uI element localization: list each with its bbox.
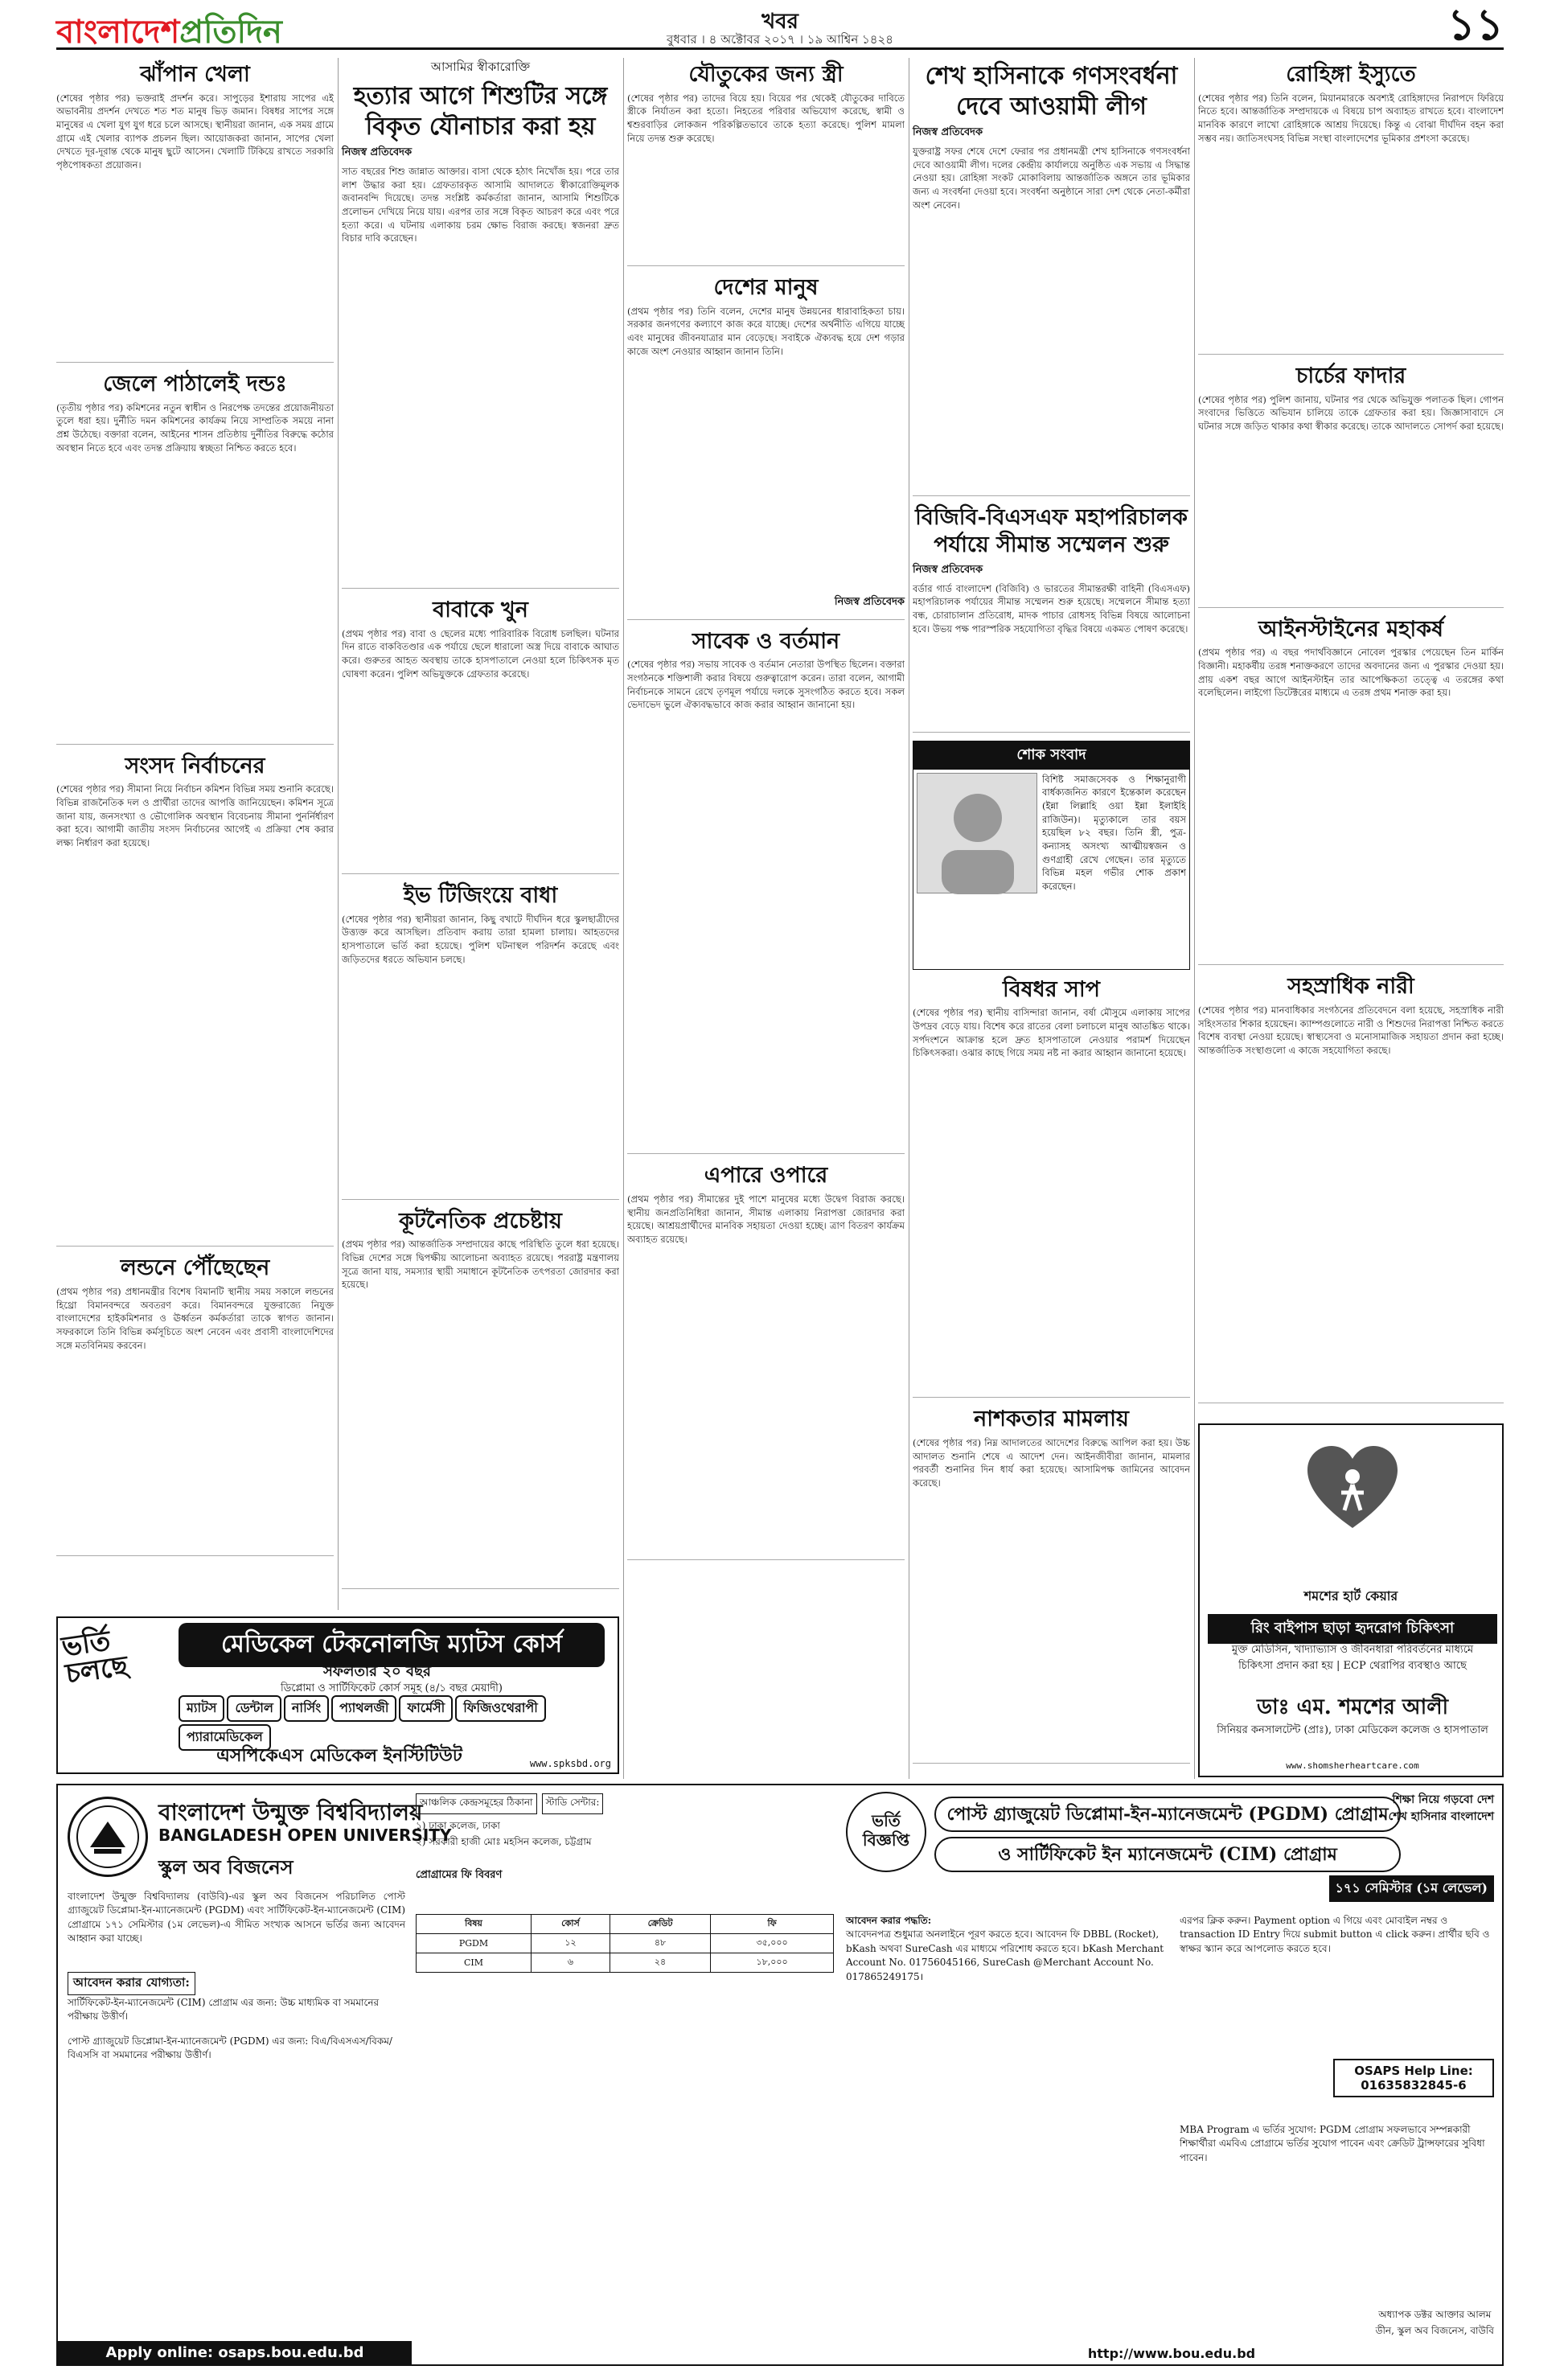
regional-offices (416, 1793, 834, 1884)
headline[interactable]: চার্চের ফাদার (1295, 363, 1406, 388)
headline[interactable]: যৌতুকের জন্য স্ত্রী (688, 62, 844, 87)
table-cell: ২৪ (610, 1953, 710, 1973)
obituary (913, 741, 1190, 970)
course-item: ডেন্টাল (227, 1695, 281, 1722)
headline[interactable]: কূটনৈতিক প্রচেষ্টায় (399, 1208, 562, 1234)
article-body: (শেষের পৃষ্ঠার পর) সভায় সাবেক ও বর্তমান নেতারা উপস্থিত ছিলেন। বক্তারা সংগঠনকে শক্তিশালী করার বিষয়ে গুরুত্বারোপ করেন। তারা বলেন, আগামী নির্বাচনকে সামনে রেখে তৃণমূল পর্যায়ে দলকে সুসংগঠিত করতে হবে। সকল ভেদাভেদ ভুলে ঐক্যবদ্ধভাবে কাজ করার আহ্বান জানানো হয়। (627, 659, 905, 711)
headline[interactable]: জেলে পাঠালেই দন্ডঃ (103, 371, 287, 396)
clinic-website[interactable]: www.shomsherheartcare.com (1286, 1760, 1419, 1771)
obituary-title: শোক সংবাদ (913, 741, 1189, 770)
clinic-line-2: চিকিৎসা প্রদান করা হয় | ECP থেরাপির ব্যবস্থাও আছে (1238, 1660, 1467, 1672)
mba-note: MBA Program এ ভর্তির সুযোগ: PGDM প্রোগ্রাম সফলভাবে সম্পন্নকারী শিক্ষার্থীরা এমবিএ প্রোগ্রামে ভর্তির সুযোগ পাবেন এবং ক্রেডিট ট্রান্সফারের সুবিধা পাবেন। (1180, 2124, 1485, 2163)
article-epare-opare[interactable] (627, 1162, 905, 1560)
doctor-designation: সিনিয়র কনসালটেন্ট (প্রাঃ), ঢাকা মেডিকেল কলেজ ও হাসপাতাল (1217, 1724, 1488, 1736)
article-rohingya[interactable] (1198, 61, 1504, 355)
article-jele-pathalei[interactable] (56, 371, 334, 745)
article-body: (শেষের পৃষ্ঠার পর) নিম্ন আদালতের আদেশের বিরুদ্ধে আপিল করা হয়। উচ্চ আদালত শুনানি শেষে এ আদেশ দেন। আইনজীবীরা জানান, মামলার পরবর্তী শুনানির দিন ধার্য করা হয়েছে। আসামিপক্ষ জামিনের আবেদন করেছে। (913, 1437, 1190, 1489)
admission-badge: ভর্তি বিজ্ঞপ্তি (846, 1792, 926, 1872)
byline: নিজস্ব প্রতিবেদক (834, 595, 905, 608)
headline[interactable]: লন্ডনে পৌঁছেছেন (120, 1255, 270, 1281)
table-header: কোর্স (532, 1915, 610, 1934)
helpline-label: OSAPS Help Line: (1354, 2064, 1473, 2078)
byline: নিজস্ব প্রতিবেদক (342, 146, 413, 158)
headline[interactable]: সংসদ নির্বাচনের (125, 753, 265, 778)
article-body: (শেষের পৃষ্ঠার পর) পুলিশ জানায়, ঘটনার পর থেকে অভিযুক্ত পলাতক ছিল। গোপন সংবাদের ভিত্তিতে অভিযান চালিয়ে তাকে গ্রেফতার করা হয়। জিজ্ঞাসাবাদে সে ঘটনার সঙ্গে জড়িত থাকার কথা স্বীকার করেছে। তাকে আদালতে সোপর্দ করা হয়েছে। (1198, 393, 1504, 432)
headline[interactable]: হত্যার আগে শিশুটির সঙ্গে বিকৃত যৌনাচার করা হয় (353, 82, 608, 141)
study-center-title: স্টাডি সেন্টার: (542, 1793, 604, 1814)
apply-online-link[interactable]: Apply online: osaps.bou.edu.bd (58, 2341, 412, 2364)
article-body: (শেষের পৃষ্ঠার পর) মানবাধিকার সংগঠনের প্রতিবেদনে বলা হয়েছে, সহস্রাধিক নারী সহিংসতার শিকার হয়েছেন। ক্যাম্পগুলোতে নারী ও শিশুদের নিরাপত্তা নিশ্চিত করতে বিশেষ ব্যবস্থা নেওয়া হয়েছে। স্বাস্থ্যসেবা ও মনোসামাজিক সহায়তা প্রদান করা হচ্ছে। আন্তর্জাতিক সংস্থাগুলো এ কাজে সহযোগিতা করছে। (1198, 1004, 1504, 1057)
clinic-banner: রিং বাইপাস ছাড়া হৃদরোগ চিকিৎসা (1208, 1614, 1497, 1644)
column-4 (913, 58, 1190, 1772)
table-cell: ৩৫,০০০ (711, 1934, 834, 1953)
headline[interactable]: রোহিঙ্গা ইস্যুতে (1286, 62, 1416, 87)
table-header: ক্রেডিট (610, 1915, 710, 1934)
helpline-box[interactable] (1333, 2059, 1494, 2097)
obituary-text: বিশিষ্ট সমাজসেবক ও শিক্ষানুরাগী বার্ধক্যজনিত কারণে ইন্তেকাল করেছেন (ইন্না লিল্লাহি ওয়া ইন্না ইলাইহি রাজিউন)। মৃত্যুকালে তার বয়স হয়েছিল ৮২ বছর। তিনি স্ত্রী, পুত্র-কন্যাসহ অসংখ্য আত্মীয়স্বজন ও গুণগ্রাহী রেখে গেছেন। তার মৃত্যুতে বিভিন্ন মহল গভীর শোক প্রকাশ করেছেন। (1042, 773, 1186, 892)
clinic-name: শমশের হার্ট কেয়ার (1303, 1588, 1398, 1604)
payment-steps-text: এরপর ক্লিক করুন। Payment option এ গিয়ে এবং মোবাইল নম্বর ও transaction ID Entry দিয়ে submit button এ click করুন। প্রার্থীর ছবি ও স্বাক্ষর স্ক্যান করে আপলোড করতে হবে। (1180, 1915, 1490, 1954)
article-body: (শেষের পৃষ্ঠার পর) স্থানীয়রা জানান, কিছু বখাটে দীর্ঘদিন ধরে স্কুলছাত্রীদের উত্ত্যক্ত করে আসছিল। প্রতিবাদ করায় তারা হামলা চালায়। আহতদের হাসপাতালে ভর্তি করা হয়েছে। পুলিশ ঘটনাস্থল পরিদর্শন করেছে এবং জড়িতদের ধরতে অভিযান চলছে। (342, 913, 619, 965)
admission-logo: ভর্তি চলছে (60, 1624, 130, 1690)
article-body: (প্রথম পৃষ্ঠার পর) সীমান্তের দুই পাশে মানুষের মধ্যে উদ্বেগ বিরাজ করছে। স্থানীয় জনপ্রতিনিধিরা জানান, সীমান্ত এলাকায় নিরাপত্তা জোরদার করা হয়েছে। আশ্রয়প্রার্থীদের মানবিক সহায়তা দেওয়া হচ্ছে। ত্রাণ বিতরণ কার্যক্রম অব্যাহত রয়েছে। (627, 1193, 905, 1246)
article-body: (শেষের পৃষ্ঠার পর) সীমানা নিয়ে নির্বাচন কমিশন বিভিন্ন সময় শুনানি করেছে। বিভিন্ন রাজনৈতিক দল ও প্রার্থীরা তাদের আপত্তি জানিয়েছেন। কমিশন সূত্রে জানা যায়, জনসংখ্যা ও ভৌগোলিক অবস্থান বিবেচনায় সীমানা পুনর্নির্ধারণ করা হবে। আগামী জাতীয় সংসদ নির্বাচনের আগেই এ প্রক্রিয়া শেষ করার লক্ষ্য নির্ধারণ করা হয়েছে। (56, 783, 334, 848)
semester-badge: ১৭১ সেমিস্টার (১ম লেভেল) (1329, 1875, 1494, 1902)
article-babake-khun[interactable] (342, 597, 619, 874)
ad-website[interactable]: www.spksbd.org (529, 1758, 611, 1769)
headline[interactable]: দেশের মানুষ (713, 274, 819, 300)
bou-logo-icon (68, 1797, 148, 1877)
table-cell: ৬ (532, 1953, 610, 1973)
article-einstein[interactable] (1198, 616, 1504, 966)
article-body: (শেষের পৃষ্ঠার পর) তাদের বিয়ে হয়। বিয়ের পর থেকেই যৌতুকের দাবিতে স্ত্রীকে নির্যাতন করা হতো। নিহতের পরিবার অভিযোগ করেছে, স্বামী ও শ্বশুরবাড়ির লোকজন পরিকল্পিতভাবে তাকে হত্যা করেছে। পুলিশ মামলা নিয়ে তদন্ত শুরু করেছে। (627, 92, 905, 144)
ad-intro: বাংলাদেশ উন্মুক্ত বিশ্ববিদ্যালয় (বাউবি)-এর স্কুল অব বিজনেস পরিচালিত পোস্ট গ্র্যাজুয়েট ডিপ্লোমা-ইন-ম্যানেজমেন্ট (PGDM) এবং সার্টিফিকেট-ইন-ম্যানেজমেন্ট (CIM) প্রোগ্রামে ১৭১ সেমিস্টার (১ম লেভেল)-এ সীমিত সংখ্যক আসনে ভর্তির জন্য আবেদন আহ্বান করা যাচ্ছে। (68, 1891, 405, 1945)
article-sangsad-nirbachon[interactable] (56, 753, 334, 1247)
article-bgb-bsf[interactable] (913, 504, 1190, 733)
course-item: নার্সিং (284, 1695, 329, 1722)
article-body: সাত বছরের শিশু জান্নাত আক্তার। বাসা থেকে হঠাৎ নিখোঁজ হয়। পরে তার লাশ উদ্ধার করা হয়। গ্রেফতারকৃত আসামি আদালতে স্বীকারোক্তিমূলক জবানবন্দি দিয়েছে। তদন্ত সংশ্লিষ্ট কর্মকর্তারা জানান, আসামি শিশুটিকে প্রলোভন দেখিয়ে নিয়ে যায়। এরপর তার সঙ্গে বিকৃত আচরণ করে এবং পরে হত্যা করে। এ ঘটনায় এলাকায় চরম ক্ষোভ বিরাজ করছে। স্বজনরা দ্রুত বিচার দাবি করেছেন। (342, 166, 619, 244)
eligibility-cim: সার্টিফিকেট-ইন-ম্যানেজমেন্ট (CIM) প্রোগ্রাম এর জন্য: উচ্চ মাধ্যমিক বা সমমানের পরীক্ষায় উত্তীর্ণ। (68, 1997, 380, 2022)
byline: নিজস্ব প্রতিবেদক (913, 563, 983, 576)
course-item: ম্যাটস (179, 1695, 224, 1722)
program-pgdm: পোস্ট গ্র্যাজুয়েট ডিপ্লোমা-ইন-ম্যানেজমেন্ট (PGDM) প্রোগ্রাম (934, 1797, 1401, 1832)
column-2 (342, 58, 619, 1597)
study-center-1: ১) ঢাকা কলেজ, ঢাকা (416, 1820, 500, 1831)
table-row (417, 1934, 834, 1953)
steps-text: আবেদনপত্র শুধুমাত্র অনলাইনে পূরণ করতে হবে। আবেদন ফি DBBL (Rocket), bKash অথবা SureCash এর মাধ্যমে পরিশোধ করতে হবে। bKash Merchant Account No. 01756045166, SureCash @Merchant Account No. 017865249175। (846, 1928, 1164, 1982)
headline[interactable]: নাশকতার মামলায় (974, 1407, 1129, 1432)
university-website[interactable]: http://www.bou.edu.bd (1087, 2346, 1256, 2361)
headline[interactable]: বিজিবি-বিএসএফ মহাপরিচালক পর্যায়ে সীমান্ত সম্মেলন শুরু (915, 505, 1188, 557)
column-3 (627, 58, 905, 1568)
course-item: ফার্মেসী (399, 1695, 453, 1722)
byline: নিজস্ব প্রতিবেদক (913, 126, 983, 138)
article-body: (প্রথম পৃষ্ঠার পর) এ বছর পদার্থবিজ্ঞানে নোবেল পুরস্কার পেয়েছেন তিন মার্কিন বিজ্ঞানী। মহাকর্ষীয় তরঙ্গ শনাক্তকরণে তাদের অবদানের জন্য এ পুরস্কার দেওয়া হয়। প্রায় একশ বছর আগে আইনস্টাইন তার আপেক্ষিকতা তত্ত্বে এ তরঙ্গের কথা বলেছিলেন। লাইগো ডিটেক্টরের মাধ্যমে এ তরঙ্গ প্রথম শনাক্ত করা হয়। (1198, 647, 1504, 699)
study-center-2: ২) সরকারী হাজী মোঃ মহসিন কলেজ, চট্টগ্রাম (416, 1836, 592, 1847)
article-shishu-hotya[interactable] (342, 58, 619, 589)
obituary-photo (917, 773, 1037, 893)
course-item: ফিজিওথেরাপী (455, 1695, 546, 1722)
fee-table (416, 1914, 834, 1973)
article-nashokotar-mamla[interactable] (913, 1406, 1190, 1764)
slogan: শিক্ষা নিয়ে গড়বো দেশ শেখ হাসিনার বাংলাদেশ (1388, 1793, 1494, 1823)
eligibility-title: আবেদন করার যোগ্যতা: (68, 1972, 195, 1995)
column-divider (1194, 58, 1195, 1779)
steps-title: আবেদন করার পদ্ধতি: (846, 1915, 932, 1926)
headline[interactable]: বিষধর সাপ (1002, 976, 1101, 1002)
table-cell: PGDM (417, 1934, 532, 1953)
kicker: আসামির স্বীকারোক্তি (430, 60, 531, 74)
office-title: আঞ্চলিক কেন্দ্রসমূহের ঠিকানা (416, 1793, 537, 1814)
university-name-en: BANGLADESH OPEN UNIVERSITY (158, 1826, 452, 1845)
article-body: (শেষের পৃষ্ঠার পর) তিনি বলেন, মিয়ানমারকে অবশ্যই রোহিঙ্গাদের নিরাপদে ফিরিয়ে নিতে হবে। আন্তর্জাতিক সম্প্রদায়কে এ বিষয়ে চাপ অব্যাহত রাখতে হবে। বাংলাদেশ মানবিক কারণে লাখো রোহিঙ্গাকে আশ্রয় দিয়েছে। কিন্তু এ বোঝা দীর্ঘদিন বহন করা সম্ভব নয়। জাতিসংঘসহ বিভিন্ন সংস্থা বাংলাদেশের ভূমিকার প্রশংসা করেছে। (1198, 92, 1504, 144)
article-desher-manush[interactable] (627, 274, 905, 620)
brand-part-1: বাংলাদেশ (56, 14, 180, 51)
article-jhapan-khela[interactable] (56, 61, 334, 363)
clinic-line-1: মুক্ত মেডিসিন, খাদ্যাভ্যাস ও জীবনধারা পরিবর্তনের মাধ্যমে (1231, 1644, 1474, 1656)
university-name-bn: বাংলাদেশ উন্মুক্ত বিশ্ববিদ্যালয় (158, 1799, 423, 1826)
ad-title: মেডিকেল টেকনোলজি ম্যাটস কোর্স (179, 1623, 605, 1667)
headline[interactable]: সহস্রাধিক নারী (1287, 974, 1414, 1000)
article-church-father[interactable] (1198, 363, 1504, 608)
medical-course-ad[interactable] (56, 1616, 619, 1774)
institute-name: এসপিকেএস মেডিকেল ইনস্টিটিউট (216, 1745, 462, 1766)
headline[interactable]: সাবেক ও বর্তমান (692, 628, 840, 654)
doctor-name: ডাঃ এম. শমশের আলী (1256, 1695, 1449, 1719)
article-london[interactable] (56, 1255, 334, 1556)
article-gonosongbordhona[interactable] (913, 61, 1190, 496)
headline[interactable]: শেখ হাসিনাকে গণসংবর্ধনা দেবে আওয়ামী লীগ (925, 62, 1178, 121)
ad-subtitle: ডিপ্লোমা ও সার্টিফিকেট কোর্স সমূহ (৪/১ বছর মেয়াদী) (281, 1682, 503, 1694)
article-eve-teasing[interactable] (342, 882, 619, 1200)
article-kutnoitik[interactable] (342, 1208, 619, 1590)
fee-table-title: প্রোগ্রামের ফি বিবরণ (416, 1869, 503, 1881)
article-body: (প্রথম পৃষ্ঠার পর) তিনি বলেন, দেশের মানুষ উন্নয়নের ধারাবাহিকতা চায়। সরকার জনগণের কল্যাণে কাজ করে যাচ্ছে। দেশের অর্থনীতি এগিয়ে যাচ্ছে এবং মানুষের জীবনযাত্রার মান বেড়েছে। সবাইকে ঐক্যবদ্ধ হয়ে দেশ গড়ার কাজে অংশ নেওয়ার আহ্বান জানান তিনি। (627, 305, 905, 357)
section-title: খবর (761, 10, 798, 34)
headline[interactable]: বাবাকে খুন (433, 598, 528, 622)
helpline-number: 01635832845-6 (1361, 2078, 1467, 2093)
column-divider (338, 58, 339, 1610)
program-cim: ও সার্টিফিকেট ইন ম্যানেজমেন্ট (CIM) প্রোগ্রাম (934, 1837, 1401, 1872)
school-name: স্কুল অব বিজনেস (158, 1855, 293, 1879)
brand-part-2: প্রতিদিন (179, 14, 282, 51)
headline[interactable]: এপারে ওপারে (704, 1163, 828, 1189)
article-body: (প্রথম পৃষ্ঠার পর) বাবা ও ছেলের মধ্যে পারিবারিক বিরোধ চলছিল। ঘটনার দিন রাতে বাকবিতণ্ডার এক পর্যায়ে ছেলে ধারালো অস্ত্র দিয়ে বাবাকে আঘাত করে। গুরুতর আহত অবস্থায় তাকে হাসপাতালে নেওয়া হলে চিকিৎসক মৃত ঘোষণা করেন। পুলিশ অভিযুক্তকে গ্রেফতার করেছে। (342, 627, 619, 680)
column-5 (1198, 58, 1504, 1411)
payment-steps (1180, 1914, 1497, 1956)
headline[interactable]: ইভ টিজিংয়ে বাধা (403, 882, 558, 908)
heart-icon (1304, 1441, 1401, 1538)
headline[interactable]: ঝাঁপান খেলা (140, 62, 250, 87)
article-body: (শেষের পৃষ্ঠার পর) স্থানীয় বাসিন্দারা জানান, বর্ষা মৌসুমে এলাকায় সাপের উপদ্রব বেড়ে যায়। বিশেষ করে রাতের বেলা চলাচলে মানুষ আতঙ্কিত থাকে। সর্পদংশনে আক্রান্ত হলে দ্রুত হাসপাতালে নেওয়ার পরামর্শ দিয়েছেন চিকিৎসকরা। ওঝার কাছে গিয়ে সময় নষ্ট না করার আহ্বান জানানো হয়েছে। (913, 1007, 1190, 1059)
masthead (56, 0, 1504, 50)
article-body: (প্রথম পৃষ্ঠার পর) আন্তর্জাতিক সম্প্রদায়ের কাছে পরিস্থিতি তুলে ধরা হয়েছে। বিভিন্ন দেশের সঙ্গে দ্বিপক্ষীয় আলোচনা অব্যাহত রয়েছে। পররাষ্ট্র মন্ত্রণালয় সূত্রে জানা যায়, সমস্যার স্থায়ী সমাধানে কূটনৈতিক তৎপরতা জোরদার করা হয়েছে। (342, 1238, 619, 1291)
table-cell: CIM (417, 1953, 532, 1973)
eligibility-pgdm: পোস্ট গ্র্যাজুয়েট ডিপ্লোমা-ইন-ম্যানেজমেন্ট (PGDM) এর জন্য: বিএ/বিএসএস/বিকম/বিএসসি বা সমমানের পরীক্ষায় উত্তীর্ণ। (68, 2035, 392, 2060)
page-number: ১১ (1447, 0, 1504, 50)
table-cell: ১৮,০০০ (711, 1953, 834, 1973)
article-body: (শেষের পৃষ্ঠার পর) ভক্তরাই প্রদর্শন করে। সাপুড়ের ইশারায় সাপের এই অভাবনীয় প্রদর্শন দেখতে শত শত মানুষ ভিড় জমান। বিষধর সাপের সঙ্গে মানুষের এ খেলা যুগ যুগ ধরে চলে আসছে। স্থানীয়রা জানান, এক সময় গ্রামে গ্রামে এই খেলার ব্যাপক প্রচলন ছিল। আয়োজকরা জানান, সাপের খেলা দেখতে দূর-দূরান্ত থেকে মানুষ ছুটে আসেন। খেলাটি টিকিয়ে রাখতে সরকারি পৃষ্ঠপোষকতা প্রয়োজন। (56, 92, 334, 171)
article-joutuk[interactable] (627, 61, 905, 266)
signature-block: অধ্যাপক ডক্টর আক্তার আলম ডীন, স্কুল অব বিজনেস, বাউবি (1375, 2309, 1494, 2336)
bou-admission-ad[interactable] (56, 1784, 1504, 2366)
article-body: যুক্তরাষ্ট্র সফর শেষে দেশে ফেরার পর প্রধানমন্ত্রী শেখ হাসিনাকে গণসংবর্ধনা দেবে আওয়ামী লীগ। দলের কেন্দ্রীয় কার্যালয়ে অনুষ্ঠিত এক সভায় এ সিদ্ধান্ত নেওয়া হয়। রোহিঙ্গা সংকট মোকাবিলায় আন্তর্জাতিক অঙ্গনে তার ভূমিকার জন্য এ সংবর্ধনা দেওয়া হবে। সংবর্ধনা অনুষ্ঠানে সারা দেশ থেকে নেতা-কর্মীরা অংশ নেবেন। (913, 146, 1190, 211)
column-divider (623, 58, 624, 1779)
course-item: প্যাথলজী (331, 1695, 396, 1722)
date-line: বুধবার । ৪ অক্টোবর ২০১৭ । ১৯ আশ্বিন ১৪২৪ (666, 32, 894, 47)
article-sohosradhik-nari[interactable] (1198, 973, 1504, 1403)
article-bishdhor-sap[interactable] (913, 976, 1190, 1399)
application-steps (846, 1914, 1168, 1984)
headline[interactable]: আইনস্টাইনের মহাকর্ষ (1258, 616, 1444, 642)
table-cell: ৪৮ (610, 1934, 710, 1953)
table-cell: ১২ (532, 1934, 610, 1953)
table-header: বিষয় (417, 1915, 532, 1934)
article-body: (প্রথম পৃষ্ঠার পর) প্রধানমন্ত্রীর বিশেষ বিমানটি স্থানীয় সময় সকালে লন্ডনের হিথ্রো বিমানবন্দরে অবতরণ করে। বিমানবন্দরে যুক্তরাজ্যে নিযুক্ত বাংলাদেশের হাইকমিশনার ও ঊর্ধ্বতন কর্মকর্তারা তাকে স্বাগত জানান। সফরকালে তিনি বিভিন্ন কর্মসূচিতে অংশ নেবেন এবং প্রবাসী বাংলাদেশিদের সঙ্গে মতবিনিময় করবেন। (56, 1286, 334, 1351)
column-1 (56, 58, 334, 1564)
article-body: (তৃতীয় পৃষ্ঠার পর) কমিশনের নতুন স্বাধীন ও নিরপেক্ষ তদন্তের প্রয়োজনীয়তা তুলে ধরা হয়। দুর্নীতি দমন কমিশনের কার্যক্রম নিয়ে সাম্প্রতিক সময়ে নানা প্রশ্ন উঠেছে। বক্তারা বলেন, আইনের শাসন প্রতিষ্ঠায় দুর্নীতির বিরুদ্ধে কঠোর অবস্থান নিতে হবে এবং তদন্ত প্রক্রিয়ায় স্বচ্ছতা নিশ্চিত করতে হবে। (56, 401, 334, 454)
table-header: ফি (711, 1915, 834, 1934)
article-sabek-bortoman[interactable] (627, 628, 905, 1155)
course-item: প্যারামেডিকেল (179, 1724, 271, 1751)
ad-success: সফলতার ২০ বছর (323, 1663, 431, 1680)
table-row (417, 1953, 834, 1973)
heart-care-ad[interactable] (1198, 1423, 1504, 1777)
article-body: বর্ডার গার্ড বাংলাদেশ (বিজিবি) ও ভারতের সীমান্তরক্ষী বাহিনী (বিএসএফ) মহাপরিচালক পর্যায়ের সীমান্ত সম্মেলন শুরু হয়েছে। সম্মেলনে সীমান্ত হত্যা বন্ধ, চোরাচালান প্রতিরোধ, মাদক পাচার রোধসহ বিভিন্ন বিষয়ে আলোচনা হবে। উভয় পক্ষ পারস্পরিক সহযোগিতা বৃদ্ধির বিষয়ে একমত পোষণ করেছে। (913, 582, 1190, 635)
